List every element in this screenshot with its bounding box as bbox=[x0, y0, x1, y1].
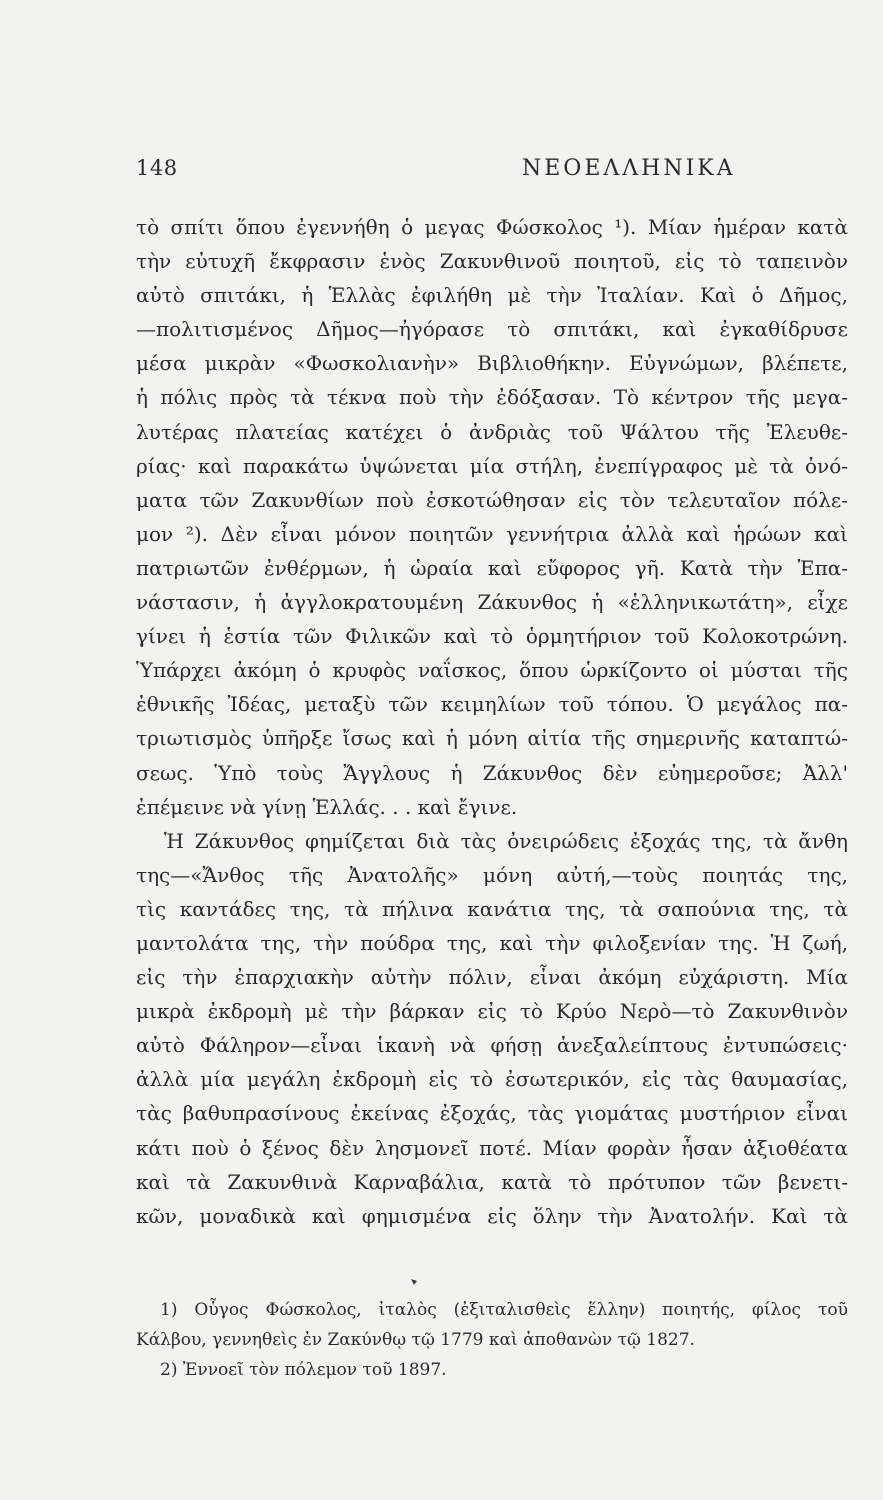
text-line: αὐτὸ σπιτάκι, ἡ Ἑλλὰς ἐφιλήθη μὲ τὴν Ἰταλίαν. Καὶ ὁ Δῆμος, bbox=[136, 283, 848, 308]
text-line: τριωτισμὸς ὑπῆρξε ἴσως καὶ ἡ μόνη αἰτία τῆς σημερινῆς καταπτώ- bbox=[136, 726, 848, 751]
text-line: εἰς τὴν ἐπαρχιακὴν αὐτὴν πόλιν, εἶναι ἀκόμη εὐχάριστη. Μία bbox=[136, 965, 848, 990]
footnote-2: 2) Ἐννοεῖ τὸν πόλεμον τοῦ 1897. bbox=[160, 1360, 447, 1380]
page-number: 148 bbox=[136, 156, 178, 180]
paragraph-start-line: Ἡ Ζάκυνθος φημίζεται διὰ τὰς ὀνειρώδεις ἐξοχάς της, τὰ ἄνθη bbox=[164, 828, 848, 853]
text-line: σεως. Ὑπὸ τοὺς Ἄγγλους ἡ Ζάκυνθος δὲν εὐημεροῦσε; Ἀλλ' bbox=[136, 760, 848, 785]
page-header bbox=[136, 156, 848, 190]
body-text bbox=[136, 210, 848, 1233]
text-line: ἀλλὰ μία μεγάλη ἐκδρομὴ εἰς τὸ ἐσωτερικόν, εἰς τὰς θαυμασίας, bbox=[136, 1067, 848, 1092]
text-line: μέσα μικρὰν «Φωσκολιανὴν» Βιβλιοθήκην. Εὐγνώμων, βλέπετε, bbox=[136, 351, 848, 376]
text-line: μικρὰ ἐκδρομὴ μὲ τὴν βάρκαν εἰς τὸ Κρύο Νερὸ—τὸ Ζακυνθινὸν bbox=[136, 999, 848, 1024]
text-line: αὐτὸ Φάληρον—εἶναι ἱκανὴ νὰ φήσῃ ἀνεξαλείπτους ἐντυπώσεις· bbox=[136, 1033, 848, 1058]
text-line: κάτι ποὺ ὁ ξένος δὲν λησμονεῖ ποτέ. Μίαν φορὰν ἦσαν ἀξιοθέατα bbox=[136, 1135, 848, 1160]
text-line: ἡ πόλις πρὸς τὰ τέκνα ποὺ τὴν ἐδόξασαν. Τὸ κέντρον τῆς μεγα- bbox=[136, 385, 848, 410]
text-line: μον ²). Δὲν εἶναι μόνον ποιητῶν γεννήτρια ἀλλὰ καὶ ἡρώων καὶ bbox=[136, 521, 848, 546]
text-line: γίνει ἡ ἑστία τῶν Φιλικῶν καὶ τὸ ὁρμητήριον τοῦ Κολοκοτρώνη. bbox=[136, 624, 848, 649]
text-line: τὶς καντάδες της, τὰ πήλινα κανάτια της, τὰ σαπούνια της, τὰ bbox=[136, 896, 848, 921]
text-line: νάστασιν, ἡ ἀγγλοκρατουμένη Ζάκυνθος ἡ «ἑλληνικωτάτη», εἶχε bbox=[136, 590, 848, 615]
text-line: τὰς βαθυπρασίνους ἐκείνας ἐξοχάς, τὰς γιομάτας μυστήριον εἶναι bbox=[136, 1101, 848, 1126]
text-line: ρίας· καὶ παρακάτω ὑψώνεται μία στήλη, ἐνεπίγραφος μὲ τὰ ὀνό- bbox=[136, 453, 848, 478]
text-line: τὸ σπίτι ὅπου ἐγεννήθη ὁ μεγας Φώσκολος ¹). Μίαν ἡμέραν κατὰ bbox=[136, 215, 848, 239]
running-title: ΝΕΟΕΛΛΗΝΙΚΑ bbox=[522, 156, 736, 181]
text-line: λυτέρας πλατείας κατέχει ὁ ἀνδριὰς τοῦ Ψάλτου τῆς Ἐλευθε- bbox=[136, 419, 848, 444]
paragraph-end-line: ἐπέμεινε νὰ γίνῃ Ἑλλάς. . . καὶ ἔγινε. bbox=[136, 794, 518, 819]
text-line: Ὑπάρχει ἀκόμη ὁ κρυφὸς ναΐσκος, ὅπου ὡρκίζοντο οἱ μύσται τῆς bbox=[136, 658, 848, 683]
text-line: μαντολάτα της, τὴν πούδρα της, καὶ τὴν φιλοξενίαν της. Ἡ ζωή, bbox=[136, 930, 848, 955]
separator-dot-icon bbox=[410, 1278, 418, 1286]
footnote-1: 1) Οὗγος Φώσκολος, ἰταλὸς (ἐξιταλισθεὶς ἕλλην) ποιητής, φίλος τοῦ bbox=[160, 1300, 848, 1320]
text-line: κῶν, μοναδικὰ καὶ φημισμένα εἰς ὅλην τὴν Ἀνατολήν. Καὶ τὰ bbox=[136, 1203, 848, 1228]
text-line: τὴν εὐτυχῆ ἔκφρασιν ἑνὸς Ζακυνθινοῦ ποιητοῦ, εἰς τὸ ταπεινὸν bbox=[136, 249, 848, 274]
footnote-separator-mark bbox=[410, 1273, 418, 1289]
text-line: ἐθνικῆς Ἰδέας, μεταξὺ τῶν κειμηλίων τοῦ τόπου. Ὁ μεγάλος πα- bbox=[136, 692, 848, 717]
footnotes bbox=[136, 1295, 848, 1385]
text-line: της—«Ἄνθος τῆς Ἀνατολῆς» μόνη αὐτή,—τοὺς ποιητάς της, bbox=[136, 862, 848, 887]
text-line: —πολιτισμένος Δῆμος—ἠγόρασε τὸ σπιτάκι, καὶ ἐγκαθίδρυσε bbox=[136, 317, 848, 342]
text-line: πατριωτῶν ἐνθέρμων, ἡ ὡραία καὶ εὔφορος γῆ. Κατὰ τὴν Ἐπα- bbox=[136, 555, 848, 580]
footnote-1-continuation: Κάλβου, γεννηθεὶς ἐν Ζακύνθῳ τῷ 1779 καὶ ἀποθανὼν τῷ 1827. bbox=[136, 1330, 695, 1350]
text-line: καὶ τὰ Ζακυνθινὰ Καρναβάλια, κατὰ τὸ πρότυπον τῶν βενετι- bbox=[136, 1169, 848, 1194]
text-line: ματα τῶν Ζακυνθίων ποὺ ἐσκοτώθησαν εἰς τὸν τελευταῖον πόλε- bbox=[136, 487, 848, 512]
